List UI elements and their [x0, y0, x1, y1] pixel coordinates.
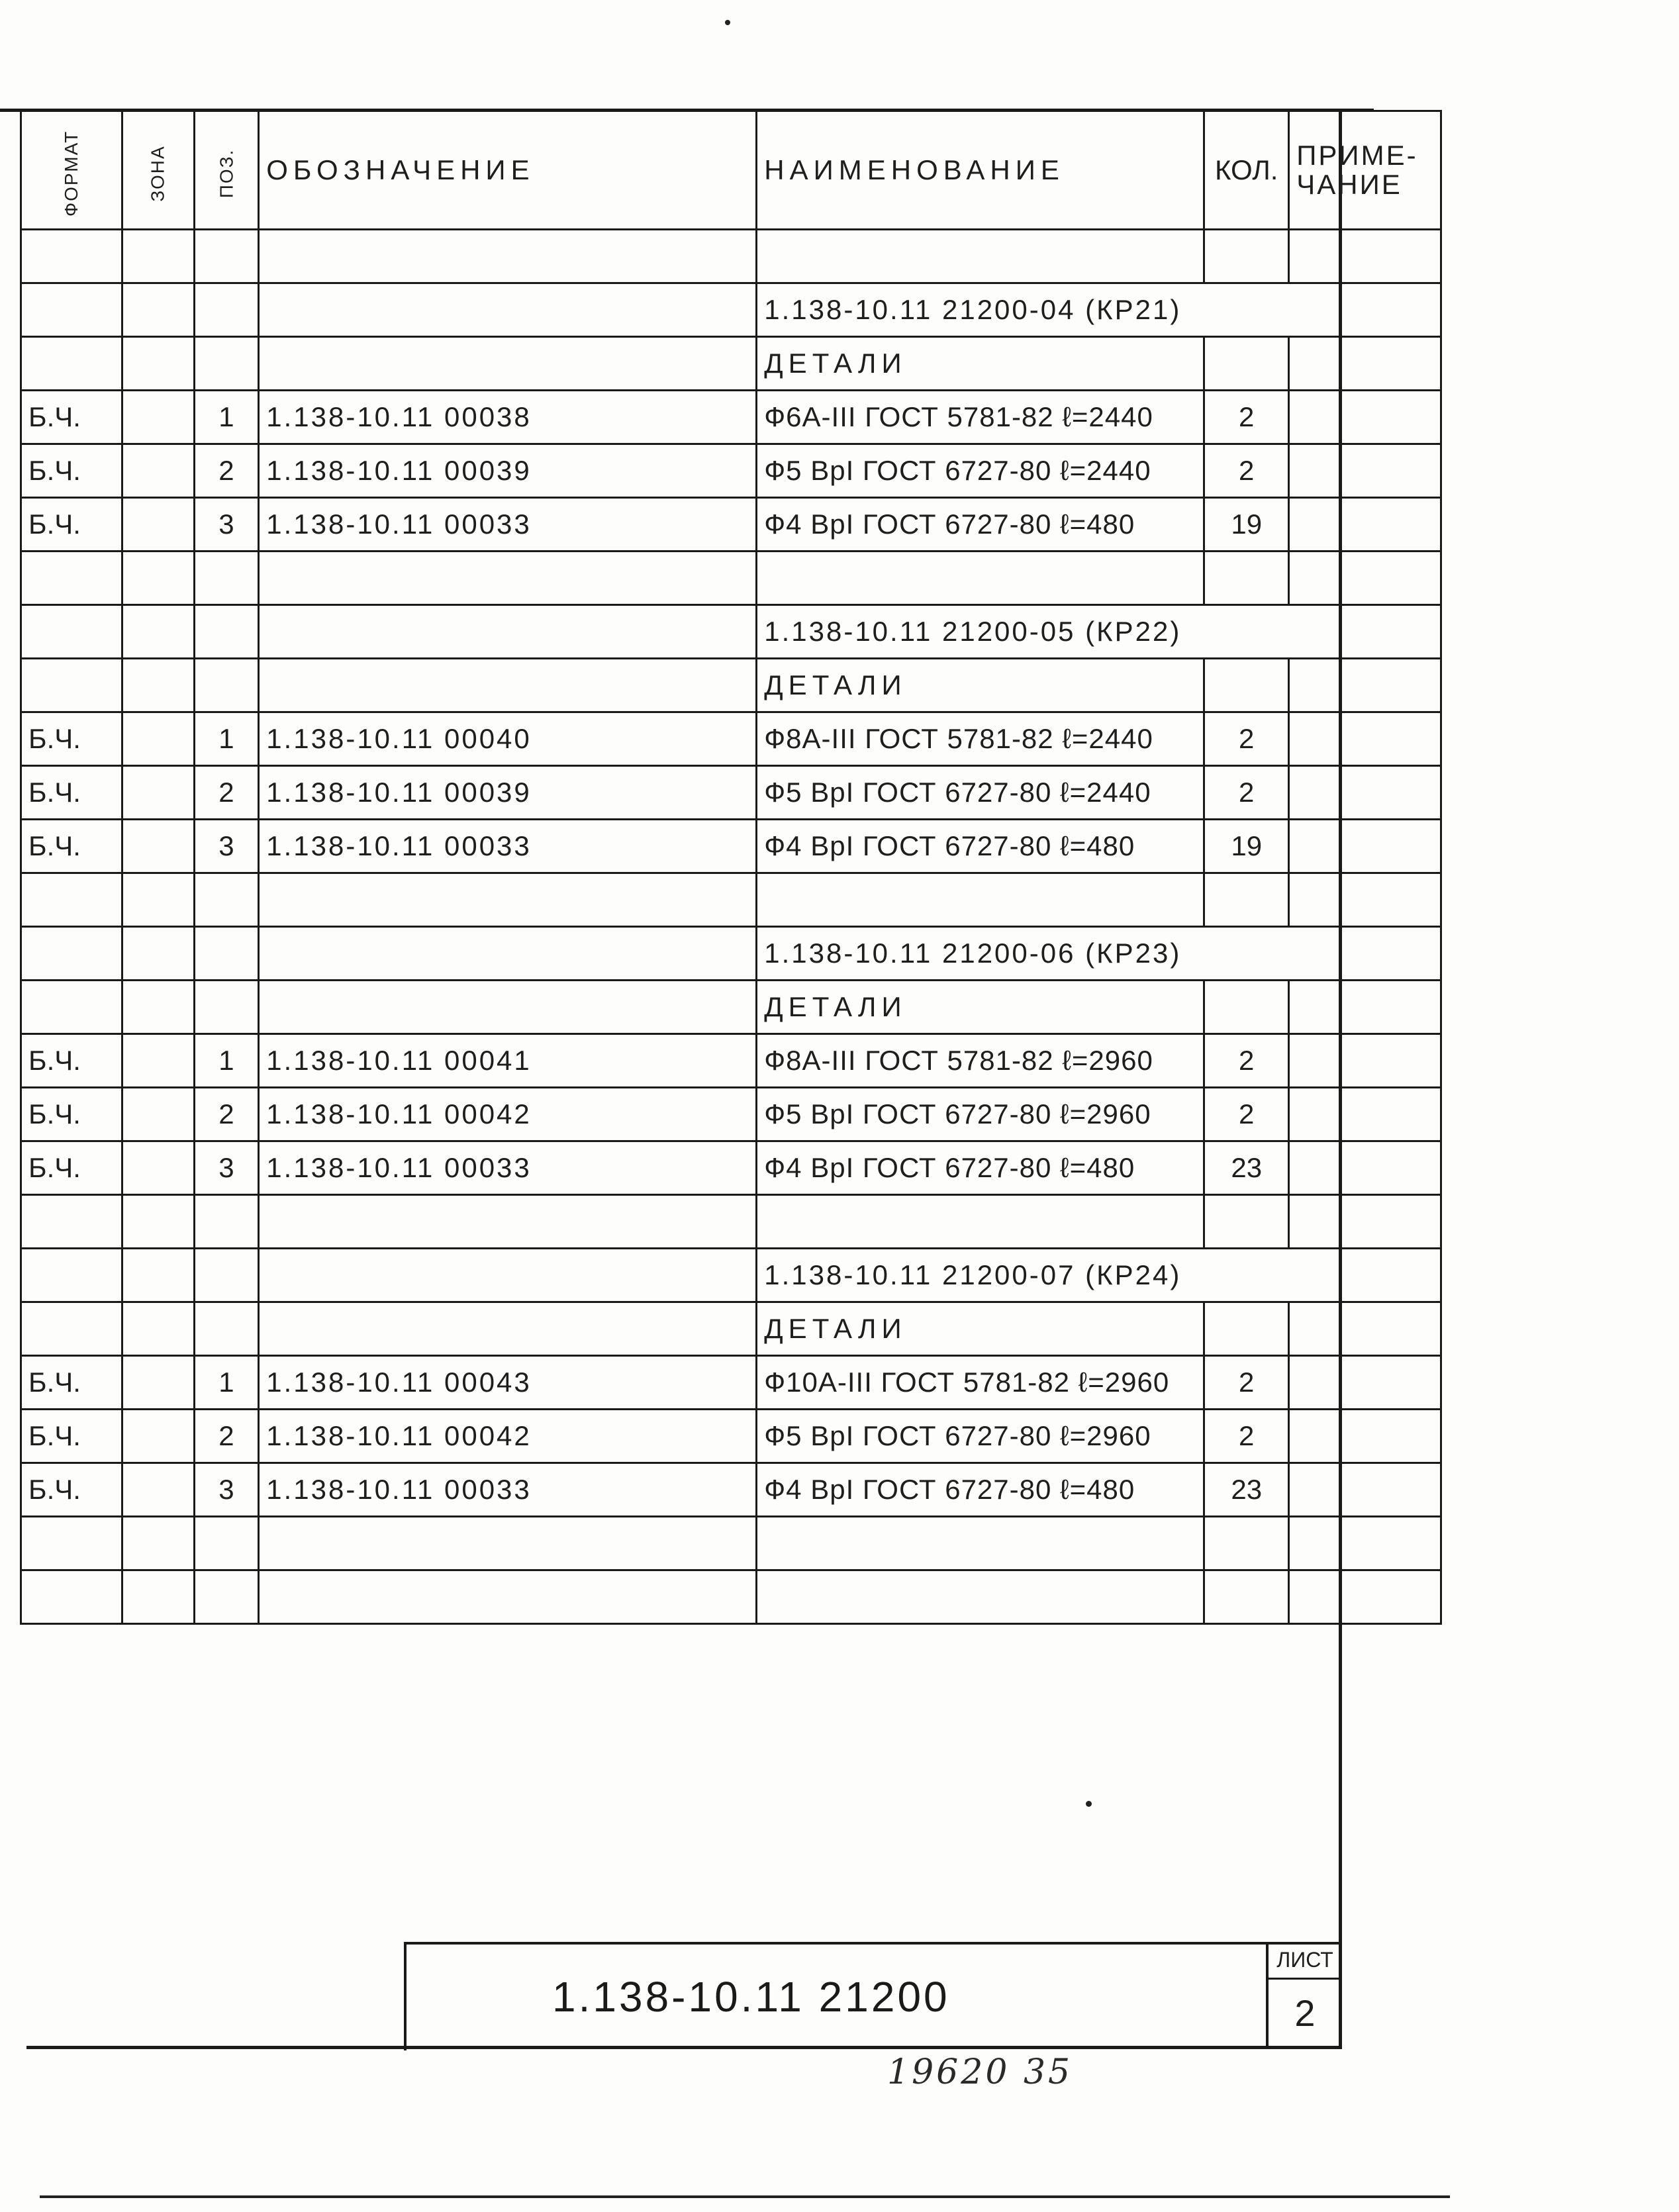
designation-cell — [259, 873, 757, 927]
qty-cell — [1204, 873, 1289, 927]
pos-cell — [194, 873, 259, 927]
zone-cell — [122, 712, 194, 766]
zone-cell — [122, 1463, 194, 1517]
table-row — [21, 712, 1441, 766]
name-cell: Ф6А-III ГОСТ 5781-82 ℓ=2440 — [757, 391, 1204, 444]
zone-cell — [122, 927, 194, 981]
note-cell — [1289, 1088, 1441, 1141]
pos-cell: 3 — [194, 498, 259, 552]
designation-cell: 1.138-10.11 00040 — [259, 712, 757, 766]
section-title: ДЕТАЛИ — [757, 337, 1204, 391]
note-cell — [1289, 981, 1441, 1034]
designation-cell: 1.138-10.11 00033 — [259, 498, 757, 552]
zone-cell — [122, 391, 194, 444]
format-cell: Б.Ч. — [21, 1410, 122, 1463]
pos-cell: 3 — [194, 1141, 259, 1195]
table-row — [21, 444, 1441, 498]
zone-cell — [122, 552, 194, 605]
name-cell: Ф4 ВрI ГОСТ 6727-80 ℓ=480 — [757, 1463, 1204, 1517]
zone-cell — [122, 1570, 194, 1624]
qty-cell: 2 — [1204, 444, 1289, 498]
sheet-number-box — [1266, 1942, 1341, 2048]
format-cell — [21, 605, 122, 659]
note-cell — [1289, 1195, 1441, 1249]
name-cell: Ф4 ВрI ГОСТ 6727-80 ℓ=480 — [757, 820, 1204, 873]
format-cell: Б.Ч. — [21, 1463, 122, 1517]
format-cell — [21, 981, 122, 1034]
note-cell — [1289, 552, 1441, 605]
designation-cell — [259, 659, 757, 712]
zone-cell — [122, 1141, 194, 1195]
zone-cell — [122, 981, 194, 1034]
zone-cell — [122, 1410, 194, 1463]
pos-cell: 3 — [194, 1463, 259, 1517]
qty-cell — [1204, 1195, 1289, 1249]
name-cell — [757, 1517, 1204, 1570]
pos-cell — [194, 552, 259, 605]
qty-cell — [1204, 659, 1289, 712]
pos-cell — [194, 605, 259, 659]
qty-cell: 2 — [1204, 766, 1289, 820]
designation-cell: 1.138-10.11 00043 — [259, 1356, 757, 1410]
qty-cell — [1204, 552, 1289, 605]
group-title-row — [21, 605, 1441, 659]
name-cell: Ф8А-III ГОСТ 5781-82 ℓ=2440 — [757, 712, 1204, 766]
qty-cell — [1204, 1517, 1289, 1570]
format-cell — [21, 283, 122, 337]
format-cell: Б.Ч. — [21, 820, 122, 873]
note-cell — [1289, 444, 1441, 498]
note-cell — [1289, 820, 1441, 873]
pos-cell — [194, 927, 259, 981]
table-row — [21, 498, 1441, 552]
designation-cell: 1.138-10.11 00042 — [259, 1088, 757, 1141]
name-cell — [757, 1570, 1204, 1624]
group-title: 1.138-10.11 21200-04 (КР21) — [757, 283, 1441, 337]
designation-cell: 1.138-10.11 00039 — [259, 444, 757, 498]
zone-cell — [122, 498, 194, 552]
note-cell — [1289, 230, 1441, 283]
pos-cell: 1 — [194, 712, 259, 766]
designation-cell: 1.138-10.11 00038 — [259, 391, 757, 444]
note-cell — [1289, 1410, 1441, 1463]
format-cell: Б.Ч. — [21, 391, 122, 444]
designation-cell — [259, 337, 757, 391]
note-cell — [1289, 659, 1441, 712]
format-cell: Б.Ч. — [21, 498, 122, 552]
format-cell — [21, 1195, 122, 1249]
pos-cell — [194, 1570, 259, 1624]
table-row — [21, 766, 1441, 820]
section-title-row — [21, 1302, 1441, 1356]
qty-cell: 2 — [1204, 712, 1289, 766]
zone-cell — [122, 1517, 194, 1570]
qty-cell: 19 — [1204, 820, 1289, 873]
section-title: ДЕТАЛИ — [757, 659, 1204, 712]
empty-row — [21, 1517, 1441, 1570]
format-cell — [21, 659, 122, 712]
col-header-zone: ЗОНА — [122, 111, 194, 230]
pos-cell — [194, 283, 259, 337]
pos-cell — [194, 1302, 259, 1356]
pos-cell — [194, 1249, 259, 1302]
qty-cell — [1204, 1302, 1289, 1356]
zone-cell — [122, 820, 194, 873]
format-cell — [21, 927, 122, 981]
name-cell — [757, 873, 1204, 927]
format-cell: Б.Ч. — [21, 766, 122, 820]
qty-cell — [1204, 1570, 1289, 1624]
name-cell — [757, 552, 1204, 605]
format-cell: Б.Ч. — [21, 1088, 122, 1141]
col-header-note: ПРИМЕ- ЧАНИЕ — [1289, 111, 1441, 230]
designation-cell: 1.138-10.11 00041 — [259, 1034, 757, 1088]
zone-cell — [122, 659, 194, 712]
designation-cell — [259, 283, 757, 337]
pos-cell: 2 — [194, 1410, 259, 1463]
document-code: 1.138-10.11 21200 — [552, 1973, 950, 2021]
note-cell — [1289, 1517, 1441, 1570]
qty-cell — [1204, 230, 1289, 283]
designation-cell — [259, 927, 757, 981]
format-cell — [21, 1302, 122, 1356]
group-title-row — [21, 283, 1441, 337]
pos-cell — [194, 230, 259, 283]
designation-cell: 1.138-10.11 00042 — [259, 1410, 757, 1463]
designation-cell — [259, 605, 757, 659]
empty-row — [21, 230, 1441, 283]
designation-cell — [259, 1249, 757, 1302]
pos-cell: 1 — [194, 391, 259, 444]
format-cell — [21, 337, 122, 391]
zone-cell — [122, 1195, 194, 1249]
format-cell: Б.Ч. — [21, 444, 122, 498]
pos-cell: 2 — [194, 1088, 259, 1141]
sheet-label: ЛИСТ — [1269, 1942, 1341, 1980]
zone-cell — [122, 1034, 194, 1088]
group-title-row — [21, 1249, 1441, 1302]
designation-cell — [259, 981, 757, 1034]
designation-cell: 1.138-10.11 00033 — [259, 1463, 757, 1517]
page-bottom-edge — [40, 2195, 1450, 2198]
zone-cell — [122, 605, 194, 659]
zone-cell — [122, 766, 194, 820]
empty-row — [21, 552, 1441, 605]
note-cell — [1289, 1463, 1441, 1517]
format-cell — [21, 1249, 122, 1302]
name-cell — [757, 1195, 1204, 1249]
group-title: 1.138-10.11 21200-07 (КР24) — [757, 1249, 1441, 1302]
format-cell — [21, 1517, 122, 1570]
section-title-row — [21, 981, 1441, 1034]
note-cell — [1289, 873, 1441, 927]
title-block — [404, 1942, 1341, 2050]
designation-cell — [259, 1195, 757, 1249]
qty-cell: 19 — [1204, 498, 1289, 552]
format-cell — [21, 552, 122, 605]
group-title: 1.138-10.11 21200-05 (КР22) — [757, 605, 1441, 659]
zone-cell — [122, 1356, 194, 1410]
name-cell: Ф4 ВрI ГОСТ 6727-80 ℓ=480 — [757, 498, 1204, 552]
name-cell: Ф5 ВрI ГОСТ 6727-80 ℓ=2440 — [757, 444, 1204, 498]
table-row — [21, 1356, 1441, 1410]
zone-cell — [122, 873, 194, 927]
designation-cell: 1.138-10.11 00039 — [259, 766, 757, 820]
group-title-row — [21, 927, 1441, 981]
format-cell: Б.Ч. — [21, 1356, 122, 1410]
note-cell — [1289, 391, 1441, 444]
zone-cell — [122, 1088, 194, 1141]
qty-cell: 2 — [1204, 1034, 1289, 1088]
designation-cell — [259, 1517, 757, 1570]
pos-cell — [194, 1195, 259, 1249]
zone-cell — [122, 1249, 194, 1302]
qty-cell — [1204, 337, 1289, 391]
designation-cell — [259, 1570, 757, 1624]
name-cell: Ф10А-III ГОСТ 5781-82 ℓ=2960 — [757, 1356, 1204, 1410]
table-row — [21, 1410, 1441, 1463]
scan-speck — [725, 20, 730, 25]
table-row — [21, 1088, 1441, 1141]
qty-cell: 23 — [1204, 1463, 1289, 1517]
col-header-format: ФОРМАТ — [21, 111, 122, 230]
group-title: 1.138-10.11 21200-06 (КР23) — [757, 927, 1441, 981]
note-cell — [1289, 766, 1441, 820]
note-cell — [1289, 1141, 1441, 1195]
col-header-qty: КОЛ. — [1204, 111, 1289, 230]
sheet-number: 2 — [1294, 1992, 1316, 2034]
qty-cell: 2 — [1204, 1356, 1289, 1410]
format-cell — [21, 873, 122, 927]
zone-cell — [122, 337, 194, 391]
format-cell: Б.Ч. — [21, 712, 122, 766]
designation-cell — [259, 1302, 757, 1356]
col-header-name: НАИМЕНОВАНИЕ — [757, 111, 1204, 230]
pos-cell — [194, 659, 259, 712]
note-cell — [1289, 712, 1441, 766]
handwritten-note: 19620 35 — [887, 2052, 1073, 2092]
qty-cell — [1204, 981, 1289, 1034]
zone-cell — [122, 230, 194, 283]
zone-cell — [122, 283, 194, 337]
note-cell — [1289, 1034, 1441, 1088]
pos-cell: 2 — [194, 444, 259, 498]
empty-row — [21, 873, 1441, 927]
section-title: ДЕТАЛИ — [757, 981, 1204, 1034]
designation-cell — [259, 552, 757, 605]
pos-cell — [194, 337, 259, 391]
qty-cell: 2 — [1204, 1410, 1289, 1463]
note-cell — [1289, 1570, 1441, 1624]
designation-cell — [259, 230, 757, 283]
pos-cell: 1 — [194, 1034, 259, 1088]
pos-cell: 3 — [194, 820, 259, 873]
table-row — [21, 1034, 1441, 1088]
name-cell — [757, 230, 1204, 283]
section-title-row — [21, 337, 1441, 391]
table-header-row — [21, 111, 1441, 230]
col-header-pos: ПОЗ. — [194, 111, 259, 230]
scan-speck — [1086, 1801, 1092, 1807]
name-cell: Ф4 ВрI ГОСТ 6727-80 ℓ=480 — [757, 1141, 1204, 1195]
qty-cell: 23 — [1204, 1141, 1289, 1195]
col-header-designation: ОБОЗНАЧЕНИЕ — [259, 111, 757, 230]
designation-cell: 1.138-10.11 00033 — [259, 1141, 757, 1195]
format-cell: Б.Ч. — [21, 1034, 122, 1088]
pos-cell: 1 — [194, 1356, 259, 1410]
name-cell: Ф5 ВрI ГОСТ 6727-80 ℓ=2960 — [757, 1088, 1204, 1141]
specification-table — [20, 110, 1442, 1625]
pos-cell — [194, 981, 259, 1034]
name-cell: Ф8А-III ГОСТ 5781-82 ℓ=2960 — [757, 1034, 1204, 1088]
format-cell: Б.Ч. — [21, 1141, 122, 1195]
format-cell — [21, 230, 122, 283]
note-cell — [1289, 337, 1441, 391]
qty-cell: 2 — [1204, 1088, 1289, 1141]
pos-cell — [194, 1517, 259, 1570]
qty-cell: 2 — [1204, 391, 1289, 444]
note-cell — [1289, 1356, 1441, 1410]
section-title-row — [21, 659, 1441, 712]
table-row — [21, 1463, 1441, 1517]
table-row — [21, 391, 1441, 444]
name-cell: Ф5 ВрI ГОСТ 6727-80 ℓ=2440 — [757, 766, 1204, 820]
empty-row — [21, 1570, 1441, 1624]
designation-cell: 1.138-10.11 00033 — [259, 820, 757, 873]
zone-cell — [122, 444, 194, 498]
table-row — [21, 1141, 1441, 1195]
name-cell: Ф5 ВрI ГОСТ 6727-80 ℓ=2960 — [757, 1410, 1204, 1463]
section-title: ДЕТАЛИ — [757, 1302, 1204, 1356]
zone-cell — [122, 1302, 194, 1356]
empty-row — [21, 1195, 1441, 1249]
note-cell — [1289, 1302, 1441, 1356]
pos-cell: 2 — [194, 766, 259, 820]
format-cell — [21, 1570, 122, 1624]
table-row — [21, 820, 1441, 873]
note-cell — [1289, 498, 1441, 552]
